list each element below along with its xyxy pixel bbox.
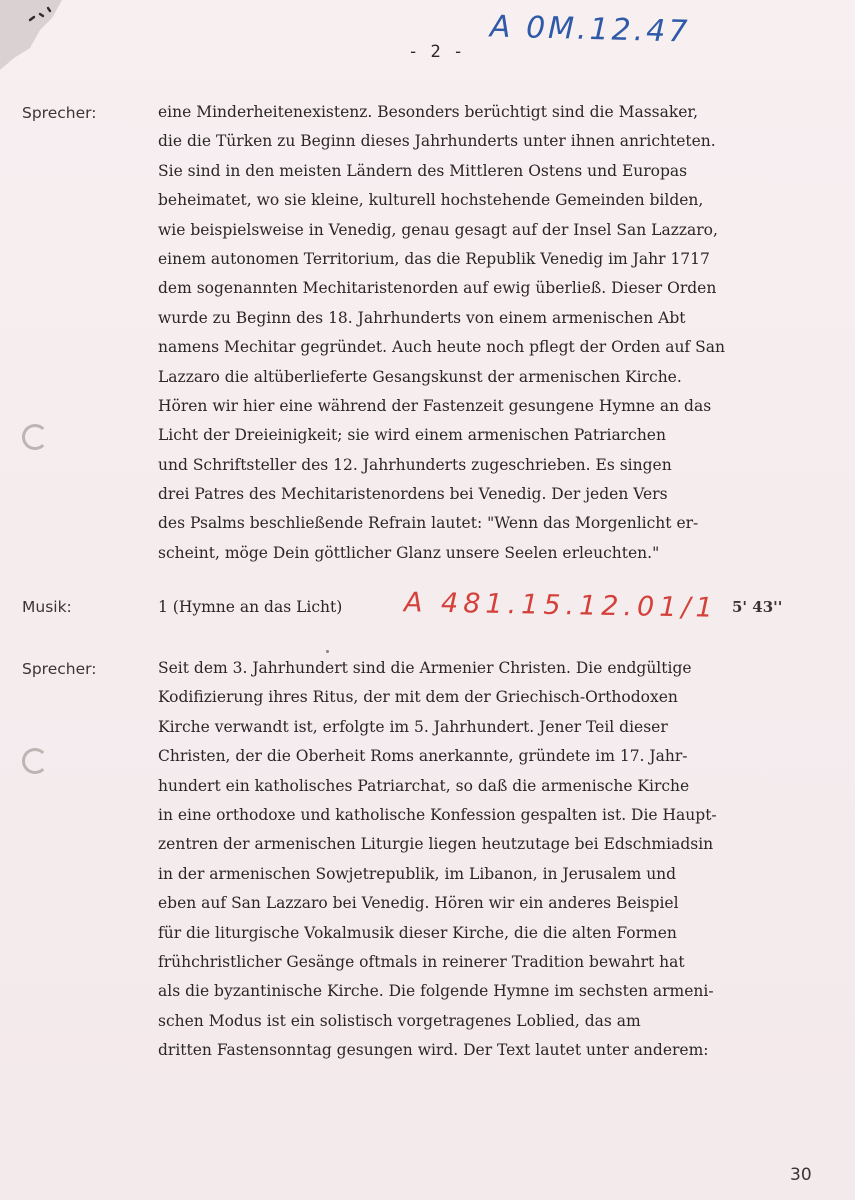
music-duration: 5' 43'' (732, 598, 783, 616)
text-line: Kirche verwandt ist, erfolgte im 5. Jahrhundert. Jener Teil dieser (158, 717, 668, 736)
text-line: Christen, der die Oberheit Roms anerkannte, gründete im 17. Jahr- (158, 747, 688, 766)
text-line: Hören wir hier eine während der Fastenzeit gesungene Hymne an das (158, 396, 712, 415)
music-title: 1 (Hymne an das Licht) (158, 598, 343, 616)
text-line: Sie sind in den meisten Ländern des Mittleren Ostens und Europas (158, 161, 688, 180)
text-line: drei Patres des Mechitaristenordens bei Venedig. Der jeden Vers (158, 485, 668, 504)
text-line: schen Modus ist ein solistisch vorgetragenes Loblied, das am (158, 1011, 641, 1030)
text-line: für die liturgische Vokalmusik dieser Kirche, die die alten Formen (158, 923, 677, 942)
text-line: einem autonomen Territorium, das die Republik Venedig im Jahr 1717 (158, 249, 710, 268)
text-line: wie beispielsweise in Venedig, genau gesagt auf der Insel San Lazzaro, (158, 220, 718, 239)
text-line: namens Mechitar gegründet. Auch heute noch pflegt der Orden auf San (158, 338, 725, 357)
text-line: hundert ein katholisches Patriarchat, so daß die armenische Kirche (158, 776, 690, 795)
text-line: frühchristlicher Gesänge oftmals in reinerer Tradition bewahrt hat (158, 952, 685, 971)
speaker-label-2: Sprecher: (22, 660, 97, 678)
text-line: in eine orthodoxe und katholische Konfession gespalten ist. Die Haupt- (158, 805, 717, 824)
text-line: und Schriftsteller des 12. Jahrhunderts zugeschrieben. Es singen (158, 455, 672, 474)
text-line: Kodifizierung ihres Ritus, der mit dem der Griechisch-Orthodoxen (158, 688, 678, 707)
staple-mark-icon (0, 0, 70, 70)
ink-speck (326, 650, 329, 653)
text-line: als die byzantinische Kirche. Die folgende Hymne im sechsten armeni- (158, 982, 714, 1001)
music-label: Musik: (22, 598, 72, 616)
page-number: - 2 - (408, 42, 465, 62)
text-line: zentren der armenischen Liturgie liegen heutzutage bei Edschmiadsin (158, 835, 714, 854)
text-line: in der armenischen Sowjetrepublik, im Libanon, in Jerusalem und (158, 864, 677, 883)
text-line: beheimatet, wo sie kleine, kulturell hochstehende Gemeinden bilden, (158, 191, 704, 210)
text-line: Lazzaro die altüberlieferte Gesangskunst der armenischen Kirche. (158, 367, 682, 386)
text-line: Seit dem 3. Jahrhundert sind die Armenier Christen. Die endgültige (158, 659, 692, 677)
text-line: dritten Fastensonntag gesungen wird. Der Text lautet unter anderem: (158, 1041, 709, 1060)
punch-hole-icon (22, 748, 48, 774)
punch-hole-icon (22, 424, 48, 450)
speaker-text-1 (158, 98, 818, 568)
sheet-number: 30 (790, 1165, 812, 1185)
text-line: dem sogenannten Mechitaristenorden auf ewig überließ. Dieser Orden (158, 279, 717, 298)
speaker-text-2 (158, 654, 818, 1065)
text-line: Licht der Dreieinigkeit; sie wird einem armenischen Patriarchen (158, 426, 666, 445)
text-line: eine Minderheitenexistenz. Besonders berüchtigt sind die Massaker, (158, 103, 699, 121)
text-line: eben auf San Lazzaro bei Venedig. Hören wir ein anderes Beispiel (158, 894, 679, 913)
text-line: wurde zu Beginn des 18. Jahrhunderts von einem armenischen Abt (158, 308, 686, 327)
music-archive-note-handwritten: A 481.15.12.01/1 (403, 587, 718, 624)
speaker-label-1: Sprecher: (22, 104, 97, 122)
text-line: die die Türken zu Beginn dieses Jahrhunderts unter ihnen anrichteten. (158, 132, 716, 151)
archive-note-handwritten: A 0M.12.47 (489, 9, 691, 50)
text-line: scheint, möge Dein göttlicher Glanz unsere Seelen erleuchten." (158, 543, 660, 562)
text-line: des Psalms beschließende Refrain lautet: "Wenn das Morgenlicht er- (158, 514, 699, 533)
